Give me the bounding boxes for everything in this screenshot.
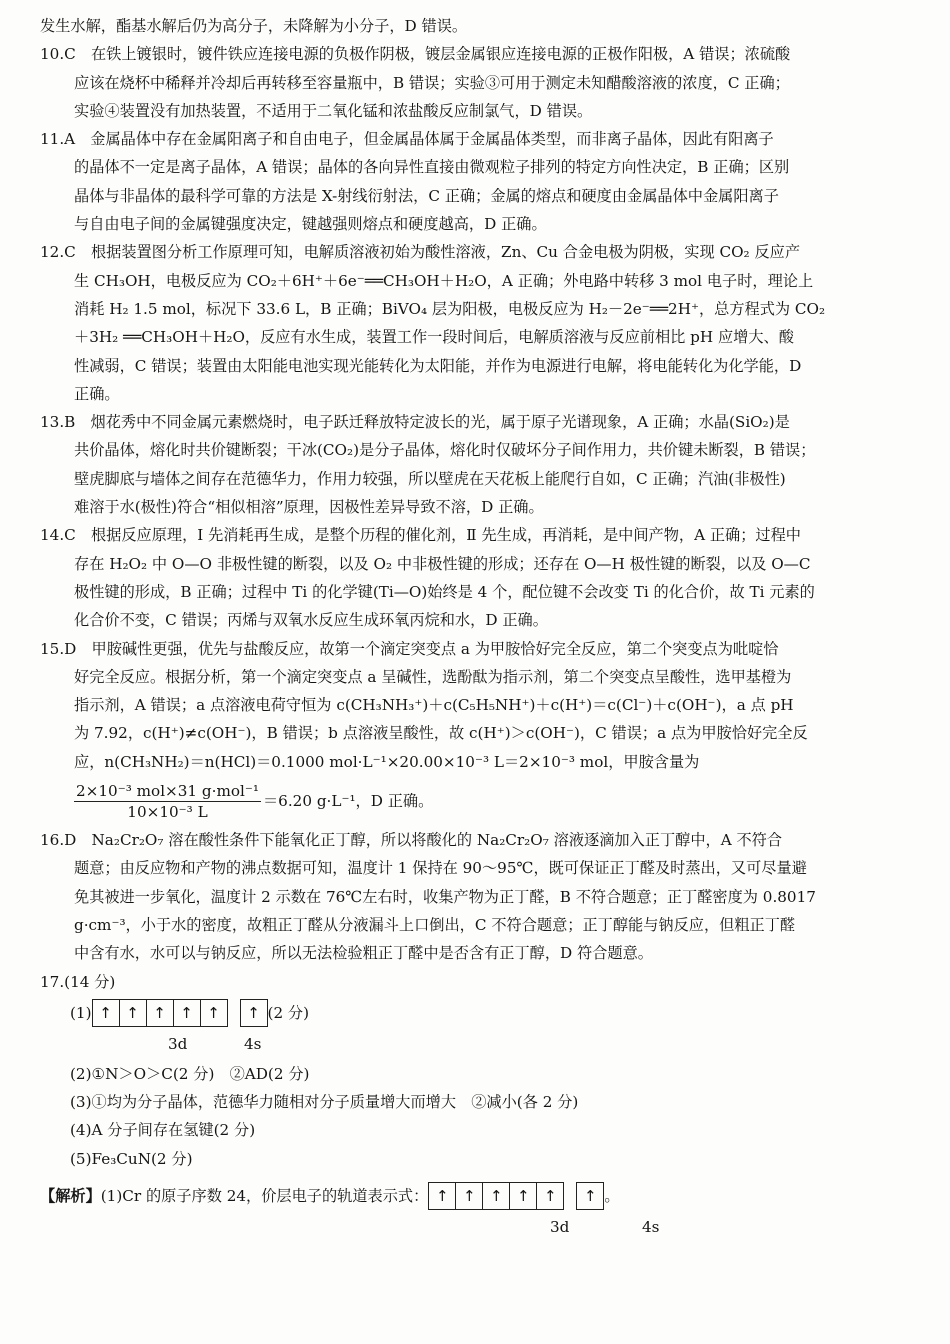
up-arrow-icon: ↑ (510, 1183, 537, 1209)
up-arrow-icon: ↑ (429, 1183, 456, 1209)
orbital-diagram (428, 1182, 604, 1210)
orbital-labels (40, 1213, 920, 1243)
q13-line-3: 壁虎脚底与墙体之间存在范德华力，作用力较强，所以壁虎在天花板上能爬行自如，C 正确；汽油(非极性) (74, 469, 786, 488)
orbital-3d-boxes (92, 999, 228, 1027)
orbital-4s-box (240, 999, 268, 1027)
label-4s: 4s (642, 1217, 660, 1236)
up-arrow-icon: ↑ (120, 1000, 147, 1026)
q11-line-3: 晶体与非晶体的最科学可靠的方法是 X-射线衍射法，C 正确；金属的熔点和硬度由金属晶体中金属阳离子 (74, 186, 779, 205)
q13-line-4: 难溶于水(极性)符合“相似相溶”原理，因极性差异导致不溶，D 正确。 (74, 498, 544, 517)
q12-line-6: 正确。 (74, 384, 120, 403)
analysis-tag: 【解析】 (40, 1186, 101, 1205)
q10-line-2: 应该在烧杯中稀释并冷却后再转移至容量瓶中，B 错误；实验③可用于测定未知醋酸溶液的浓度，C 正确； (74, 73, 790, 92)
q17-header: 17.(14 分) (40, 972, 116, 991)
up-arrow-icon: ↑ (147, 1000, 174, 1026)
q12-line-2: 生 CH₃OH，电极反应为 CO₂＋6H⁺＋6e⁻══CH₃OH＋H₂O，A 正确；外电路中转移 3 mol 电子时，理论上 (74, 271, 814, 290)
analysis-text: (1)Cr 的原子序数 24，价层电子的轨道表示式： (100, 1186, 429, 1205)
up-arrow-icon: ↑ (93, 1000, 120, 1026)
q14-line-3: 极性键的形成，B 正确；过程中 Ti 的化学键(Ti—O)始终是 4 个，配位键不会改变 Ti 的化合价，故 Ti 元素的 (74, 582, 815, 601)
text-line: 发生水解，酯基水解后仍为高分子，未降解为小分子，D 错误。 (40, 17, 468, 35)
q13-line-1: 13.B 烟花秀中不同金属元素燃烧时，电子跃迁释放特定波长的光，属于原子光谱现象，A 正确；水晶(SiO₂)是 (40, 413, 790, 432)
fraction-result: ＝6.20 g·L⁻¹，D 正确。 (262, 791, 434, 810)
label-3d: 3d (550, 1217, 570, 1236)
orbital-diagram (92, 999, 268, 1027)
q12-line-4: ＋3H₂ ══CH₃OH＋H₂O，反应有水生成，装置工作一段时间后，电解质溶液与反应前相比 pH 应增大、酸 (74, 328, 794, 347)
part-1-score: (2 分) (267, 1003, 310, 1022)
q10-line-1: 10.C 在铁上镀银时，镀件铁应连接电源的负极作阴极，镀层金属银应连接电源的正极作阳极，A 错误；浓硫酸 (40, 45, 791, 64)
fraction-denominator: 10×10⁻³ L (127, 802, 208, 821)
label-3d: 3d (168, 1034, 188, 1053)
analysis-line (40, 1179, 920, 1213)
q15-line-3: 指示剂，A 错误；a 点溶液电荷守恒为 c(CH₃NH₃⁺)＋c(C₅H₅NH⁺)＋c(H⁺)＝c(Cl⁻)＋c(OH⁻)，a 点 pH (74, 696, 794, 715)
up-arrow-icon: ↑ (483, 1183, 510, 1209)
q13-line-2: 共价晶体，熔化时共价键断裂；干冰(CO₂)是分子晶体，熔化时仅破坏分子间作用力，共价键未断裂，B 错误； (74, 441, 816, 460)
orbital-labels (40, 1030, 920, 1060)
q15-line-5: 应，n(CH₃NH₂)＝n(HCl)＝0.1000 mol·L⁻¹×20.00×10⁻³ L＝2×10⁻³ mol，甲胺含量为 (74, 752, 700, 771)
q10-line-3: 实验④装置没有加热装置，不适用于二氧化锰和浓盐酸反应制氯气，D 错误。 (74, 101, 593, 120)
q17-part-5: (5)Fe₃CuN(2 分) (70, 1149, 193, 1168)
q12-line-3: 消耗 H₂ 1.5 mol，标况下 33.6 L，B 正确；BiVO₄ 层为阳极，电极反应为 H₂－2e⁻══2H⁺，总方程式为 CO₂ (74, 299, 826, 318)
q12-line-1: 12.C 根据装置图分析工作原理可知，电解质溶液初始为酸性溶液，Zn、Cu 合金电极为阴极，实现 CO₂ 反应产 (40, 243, 801, 262)
analysis-end: 。 (604, 1186, 620, 1205)
fraction-numerator: 2×10⁻³ mol×31 g·mol⁻¹ (76, 781, 259, 800)
q16-line-4: g·cm⁻³，小于水的密度，故粗正丁醛从分液漏斗上口倒出，C 不符合题意；正丁醇能与钠反应，但粗正丁醛 (74, 915, 796, 934)
q17-part-4: (4)A 分子间存在氢键(2 分) (70, 1121, 256, 1140)
part-1-label: (1) (70, 1003, 92, 1022)
up-arrow-icon: ↑ (544, 1186, 557, 1205)
q16-line-1: 16.D Na₂Cr₂O₇ 溶在酸性条件下能氧化正丁醇，所以将酸化的 Na₂Cr₂O₇ 溶液逐滴加入正丁醇中，A 不符合 (40, 831, 783, 850)
q15-line-4: 为 7.92，c(H⁺)≠c(OH⁻)，B 错误；b 点溶液呈酸性，故 c(H⁺)＞c(OH⁻)，C 错误；a 点为甲胺恰好完全反 (74, 724, 808, 743)
up-arrow-icon: ↑ (247, 1003, 260, 1022)
answer-document (40, 12, 920, 1243)
up-arrow-icon: ↑ (174, 1000, 201, 1026)
up-arrow-icon: ↑ (584, 1186, 597, 1205)
q11-line-4: 与自由电子间的金属键强度决定，键越强则熔点和硬度越高，D 正确。 (74, 215, 547, 234)
label-4s: 4s (244, 1034, 262, 1053)
q16-line-3: 免其被进一步氧化，温度计 2 示数在 76℃左右时，收集产物为正丁醛，B 不符合题意；正丁醛密度为 0.8017 (74, 887, 816, 906)
up-arrow-icon: ↑ (456, 1183, 483, 1209)
q17-part-3: (3)①均为分子晶体，范德华力随相对分子质量增大而增大 ②减小(各 2 分) (70, 1093, 579, 1112)
q15-fraction-line (40, 776, 920, 826)
q15-line-1: 15.D 甲胺碱性更强，优先与盐酸反应，故第一个滴定突变点 a 为甲胺恰好完全反应，第二个突变点为吡啶恰 (40, 639, 779, 658)
q16-line-2: 题意；由反应物和产物的沸点数据可知，温度计 1 保持在 90～95℃，既可保证正丁醛及时蒸出，又可尽量避 (74, 859, 807, 878)
orbital-3d-boxes (428, 1182, 564, 1210)
q14-line-4: 化合价不变，C 错误；丙烯与双氧水反应生成环氧丙烷和水，D 正确。 (74, 611, 548, 630)
q11-line-1: 11.A 金属晶体中存在金属阳离子和自由电子，但金属晶体属于金属晶体类型，而非离子晶体，因此有阳离子 (40, 130, 774, 149)
up-arrow-icon: ↑ (207, 1003, 220, 1022)
q16-line-5: 中含有水，水可以与钠反应，所以无法检验粗正丁醛中是否含有正丁醇，D 符合题意。 (74, 944, 653, 963)
q15-line-2: 好完全反应。根据分析，第一个滴定突变点 a 呈碱性，选酚酞为指示剂，第二个突变点呈酸性，选甲基橙为 (74, 667, 792, 686)
q14-line-1: 14.C 根据反应原理，Ⅰ 先消耗再生成，是整个历程的催化剂，Ⅱ 先生成，再消耗，是中间产物，A 正确；过程中 (40, 526, 801, 545)
q14-line-2: 存在 H₂O₂ 中 O—O 非极性键的断裂，以及 O₂ 中非极性键的形成；还存在 O—H 极性键的断裂，以及 O—C (74, 554, 811, 573)
q17-orbital-answer (40, 996, 920, 1030)
q12-line-5: 性减弱，C 错误；装置由太阳能电池实现光能转化为太阳能，并作为电源进行电解，将电能转化为化学能，D (74, 356, 802, 375)
fraction (74, 781, 261, 822)
q11-line-2: 的晶体不一定是离子晶体，A 错误；晶体的各向异性直接由微观粒子排列的特定方向性决定，B 正确；区别 (74, 158, 790, 177)
q17-part-2: (2)①N＞O＞C(2 分) ②AD(2 分) (70, 1064, 310, 1083)
orbital-4s-box (576, 1182, 604, 1210)
